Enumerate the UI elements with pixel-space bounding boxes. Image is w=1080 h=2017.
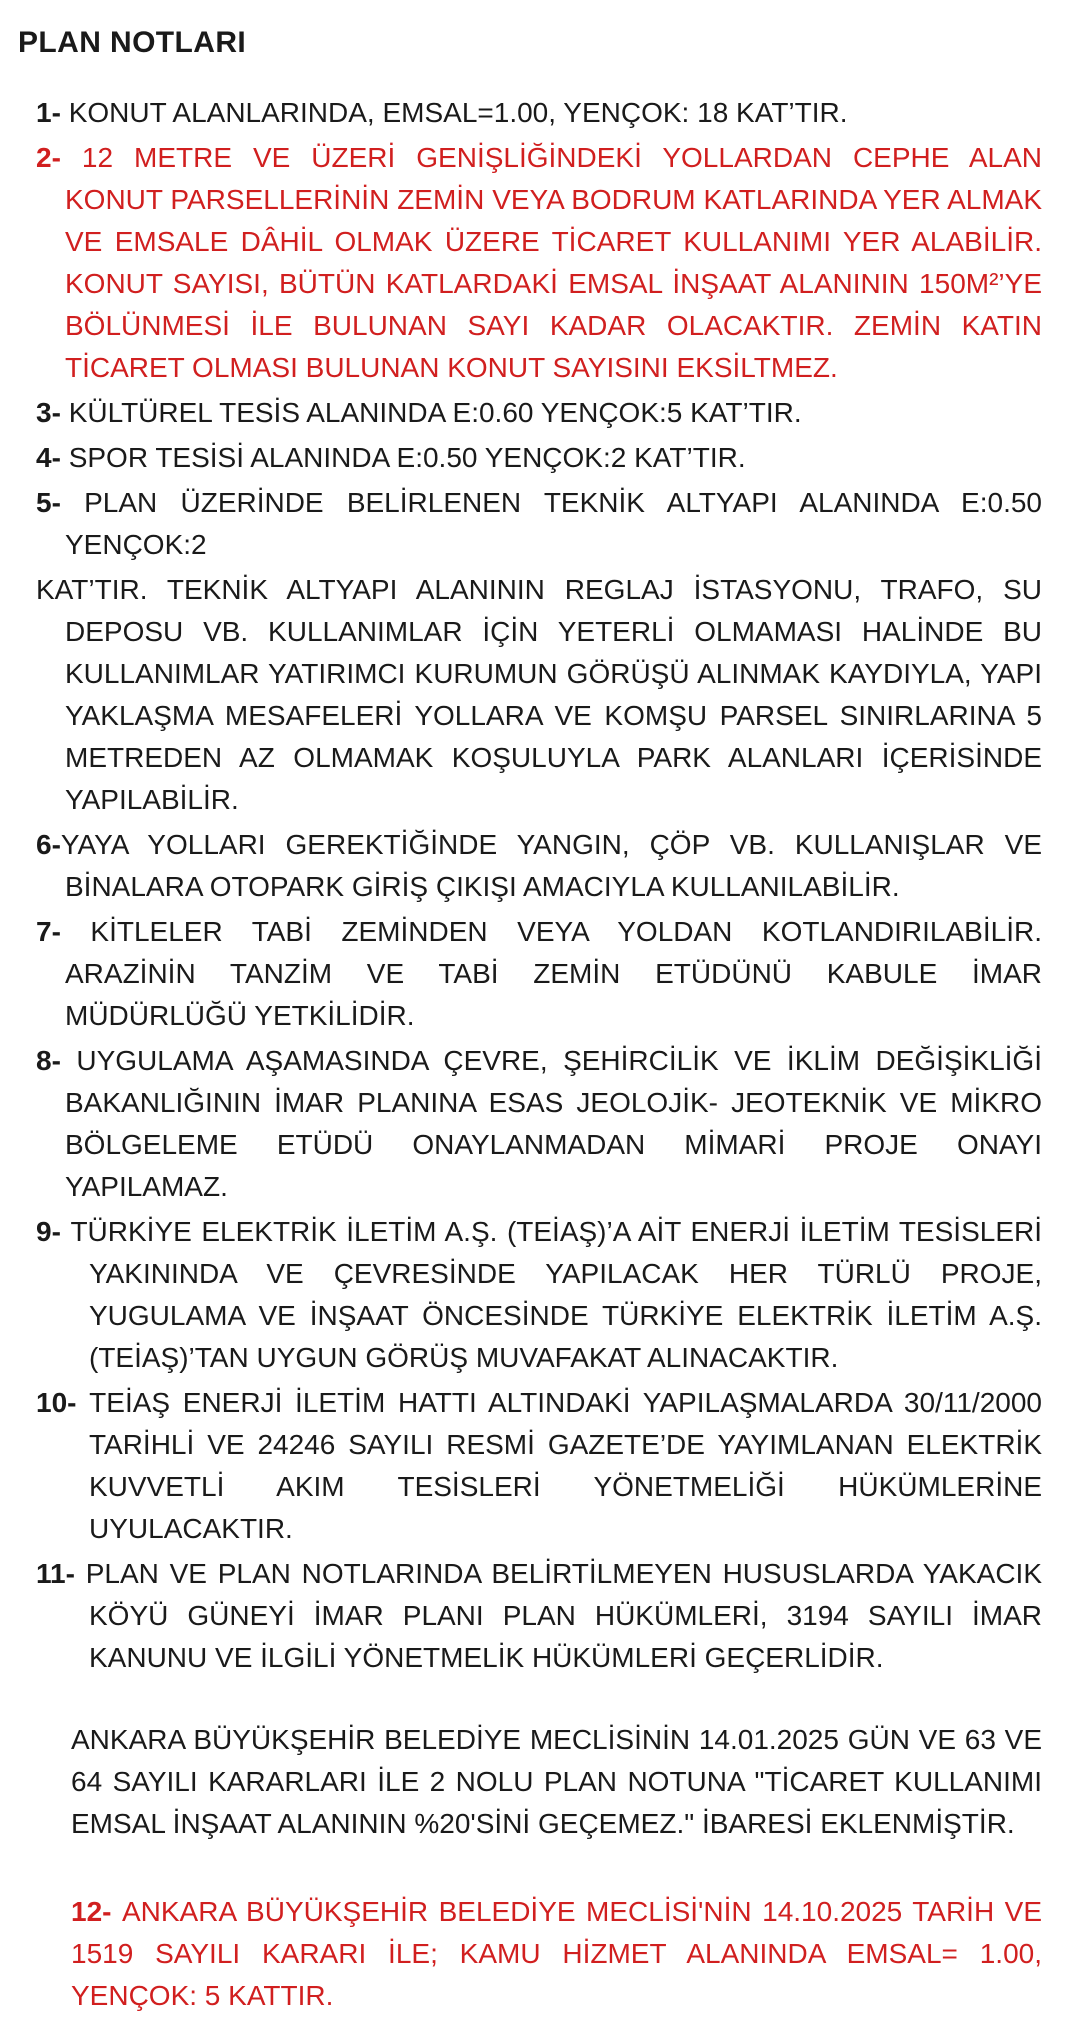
plan-note-12: 12- ANKARA BÜYÜKŞEHİR BELEDİYE MECLİSİ'NİN 14.10.2025 TARİH VE 1519 SAYILI KARARI İLE; KAMU HİZMET ALANINDA EMSAL= 1.00, YENÇOK: 5 KATTIR. [71,1896,1043,2011]
plan-note-4: 4- SPOR TESİSİ ALANINDA E:0.50 YENÇOK:2 KAT’TIR. [36,442,746,473]
plan-note-5-continued: KAT’TIR. TEKNİK ALTYAPI ALANININ REGLAJ İSTASYONU, TRAFO, SU DEPOSU VB. KULLANIMLAR İÇİN YETERLİ OLMAMASI HALİNDE BU KULLANIMLAR YATIRIMCI KURUMUN GÖRÜŞÜ ALINMAK KAYDIYLA, YAPI YAKLAŞMA MESAFELERİ YOLLARA VE KOMŞU PARSEL SINIRLARINA 5 METREDEN AZ OLMAMAK KOŞULUYLA PARK ALANLARI İÇERİSİNDE YAPILABİLİR. [36,574,1042,815]
plan-note-6: 6-YAYA YOLLARI GEREKTİĞİNDE YANGIN, ÇÖP VB. KULLANIŞLAR VE BİNALARA OTOPARK GİRİŞ ÇIKIŞI AMACIYLA KULLANILABİLİR. [36,829,1042,902]
plan-note-1: 1- KONUT ALANLARINDA, EMSAL=1.00, YENÇOK: 18 KAT’TIR. [36,97,848,128]
document-title: PLAN NOTLARI [18,26,247,59]
plan-note-2: 2- 12 METRE VE ÜZERİ GENİŞLİĞİNDEKİ YOLLARDAN CEPHE ALAN KONUT PARSELLERİNİN ZEMİN VEYA BODRUM KATLARINDA YER ALMAK VE EMSALE DÂHİL OLMAK ÜZERE TİCARET KULLANIMI YER ALABİLİR. KONUT SAYISI, BÜTÜN KATLARDAKİ EMSAL İNŞAAT ALANININ 150M²’YE BÖLÜNMESİ İLE BULUNAN SAYI KADAR OLACAKTIR. ZEMİN KATIN TİCARET OLMASI BULUNAN KONUT SAYISINI EKSİLTMEZ. [36,142,1042,383]
plan-note-9: 9- TÜRKİYE ELEKTRİK İLETİM A.Ş. (TEİAŞ)’A AİT ENERJİ İLETİM TESİSLERİ YAKININDA VE ÇEVRESİNDE YAPILACAK HER TÜRLÜ PROJE, YUGULAMA VE İNŞAAT ÖNCESİNDE TÜRKİYE ELEKTRİK İLETİM A.Ş. (TEİAŞ)’TAN UYGUN GÖRÜŞ MUVAFAKAT ALINACAKTIR. [36,1216,1042,1373]
note-number-2: 2- [36,142,82,173]
note-number-8: 8- [36,1045,77,1076]
note-number-1: 1- [36,97,69,128]
plan-note-11: 11- PLAN VE PLAN NOTLARINDA BELİRTİLMEYEN HUSUSLARDA YAKACIK KÖYÜ GÜNEYİ İMAR PLANI PLAN HÜKÜMLERİ, 3194 SAYILI İMAR KANUNU VE İLGİLİ YÖNETMELİK HÜKÜMLERİ GEÇERLİDİR. [36,1558,1042,1673]
note-number-5: 5- [36,487,85,518]
note-number-3: 3- [36,397,69,428]
plan-note-3: 3- KÜLTÜREL TESİS ALANINDA E:0.60 YENÇOK:5 KAT’TIR. [36,397,802,428]
plan-note-8: 8- UYGULAMA AŞAMASINDA ÇEVRE, ŞEHİRCİLİK VE İKLİM DEĞİŞİKLİĞİ BAKANLIĞININ İMAR PLANINA ESAS JEOLOJİK- JEOTEKNİK VE MİKRO BÖLGELEME ETÜDÜ ONAYLANMADAN MİMARİ PROJE ONAYI YAPILAMAZ. [36,1045,1042,1202]
notes-list [18,92,1042,2017]
note-number-11: 11- [36,1558,86,1589]
plan-note-10: 10- TEİAŞ ENERJİ İLETİM HATTI ALTINDAKİ YAPILAŞMALARDA 30/11/2000 TARİHLİ VE 24246 SAYILI RESMİ GAZETE’DE YAYIMLANAN ELEKTRİK KUVVETLİ AKIM TESİSLERİ YÖNETMELİĞİ HÜKÜMLERİNE UYULACAKTIR. [36,1387,1042,1544]
note-number-12: 12- [71,1896,122,1927]
note-number-4: 4- [36,442,69,473]
note-number-10: 10- [36,1387,90,1418]
plan-note-7: 7- KİTLELER TABİ ZEMİNDEN VEYA YOLDAN KOTLANDIRILABİLİR. ARAZİNİN TANZİM VE TABİ ZEMİN ETÜDÜNÜ KABULE İMAR MÜDÜRLÜĞÜ YETKİLİDİR. [36,916,1042,1031]
note-number-9: 9- [36,1216,71,1247]
amendment-paragraph: ANKARA BÜYÜKŞEHİR BELEDİYE MECLİSİNİN 14.01.2025 GÜN VE 63 VE 64 SAYILI KARARLARI İLE 2 NOLU PLAN NOTUNA "TİCARET KULLANIMI EMSAL İNŞAAT ALANININ %20'SİNİ GEÇEMEZ." İBARESİ EKLENMİŞTİR. [71,1724,1042,1839]
note-number-6: 6- [36,829,61,860]
note-number-7: 7- [36,916,91,947]
plan-note-5: 5- PLAN ÜZERİNDE BELİRLENEN TEKNİK ALTYAPI ALANINDA E:0.50 YENÇOK:2 [36,487,1042,560]
